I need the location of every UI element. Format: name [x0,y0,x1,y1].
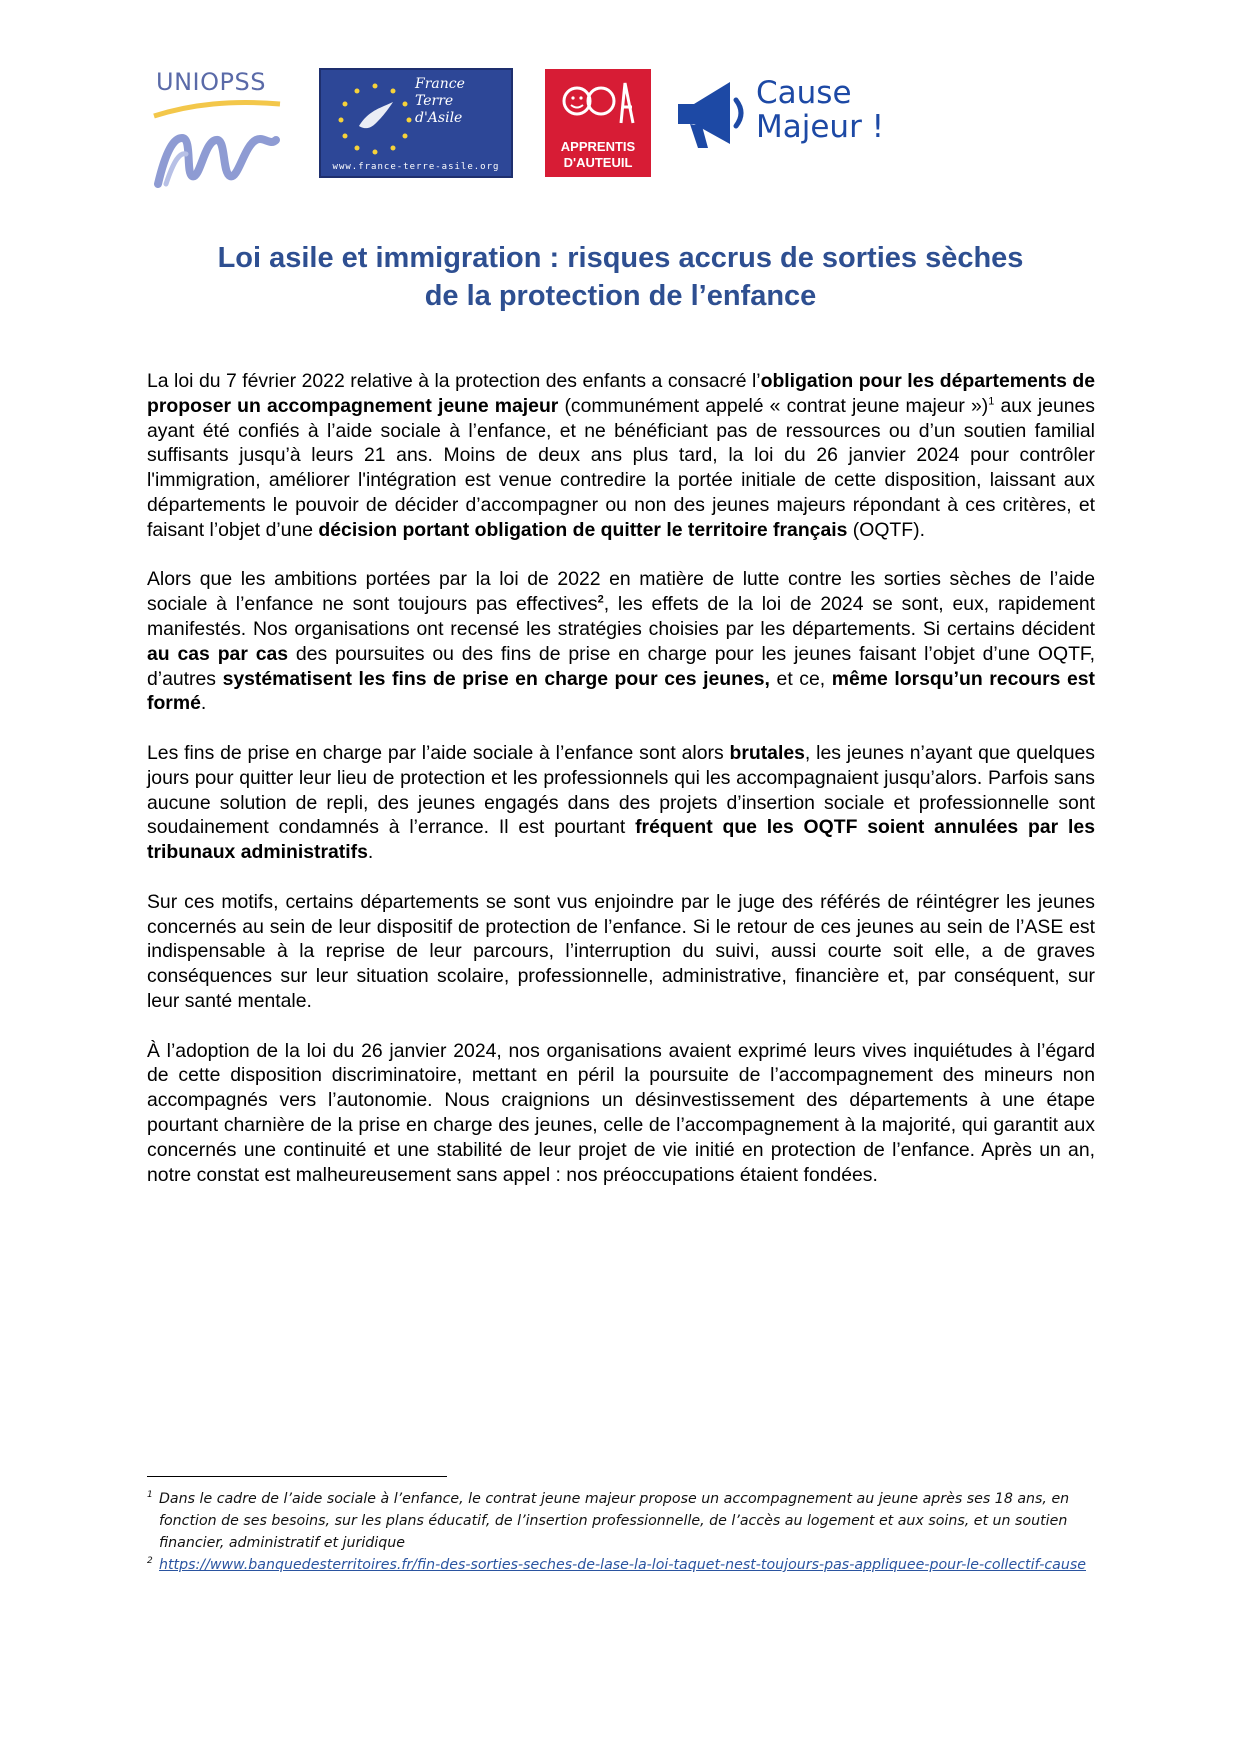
document-body [147,369,1095,1212]
footnote-2-link[interactable]: https://www.banquedesterritoires.fr/fin-des-sorties-seches-de-lase-la-loi-taquet-nest-toujours-pas-appliquee-pour-le-collectif-cause [159,1557,1086,1573]
p1-text-d: aux jeunes ayant été confiés à l’aide sociale à l’enfance, et ne bénéficiant pas de ressources ou d’un soutien familial suffisants jusqu’à leurs 21 ans. Moins de deux ans plus tard, la loi du 26 janvier 2024 pour contrôler l'immigration, améliorer l'intégration est venue contredire la portée initiale de cette disposition, laissant aux départements le pouvoir de décider d’accompagner ou non des jeunes majeurs répondant à ces critères, et faisant l’objet d’une [147,394,1095,541]
apprentis-auteuil-logo [545,69,651,177]
paragraph-4: Sur ces motifs, certains départements se sont vus enjoindre par le juge des référés de réintégrer les jeunes concernés au sein de leur dispositif de protection de l’enfance. Si le retour de ces jeunes au sein de l’ASE est indispensable à la reprise de leur parcours, l’interruption du suivi, aussi courte soit elle, a de graves conséquences sur leur situation scolaire, professionnelle, administrative, financière et, par conséquent, sur leur santé mentale. [147,890,1095,1012]
footnote-2 [147,1554,1095,1576]
footnote-2-number: 2 [147,1556,153,1566]
p1-bold-oqtf: décision portant obligation de quitter le territoire français [318,518,848,541]
eu-stars-dove-icon [335,80,415,156]
paragraph-5: À l’adoption de la loi du 26 janvier 2024, nos organisations avaient exprimé leurs vives inquiétudes à l’égard de cette disposition discriminatoire, mettant en péril la poursuite de l’accompagnement des mineurs non accompagnés vers l’autonomie. Nous craignions un désinvestissement des départements à une étape pourtant charnière de la prise en charge des jeunes, celle de l’accompagnement à la majorité, qui garantit aux concernés une continuité et une stabilité de leur projet de vie initié en protection de l’enfance. Après un an, notre constat est malheureusement sans appel : nos préoccupations étaient fondées. [147,1039,1095,1186]
footnote-1-number: 1 [147,1490,153,1500]
apprentis-faces-icon [559,75,637,129]
p2-bold-recours: même lorsqu’un recours est formé [147,667,1095,715]
paragraph-2 [147,567,1095,716]
p3-text-e: . [367,841,374,864]
apprentis-logo-line1: APPRENTIS [560,139,636,154]
p2-text-a: Alors que les ambitions portées par la loi de 2022 en matière de lutte contre les sorties sèches de l’aide sociale à l’enfance ne sont toujours pas effectives [147,568,1095,616]
uniopss-logo [152,62,292,192]
p1-text-f: (OQTF). [847,518,925,541]
fta-logo-name: France Terre d'Asile [415,76,465,126]
p2-text-f: et ce, [769,667,832,690]
p2-bold-cas-par-cas: au cas par cas [147,642,289,665]
p1-text-a: La loi du 7 février 2022 relative à la protection des enfants a consacré l’ [147,370,761,392]
france-terre-asile-logo [319,68,513,178]
cause-majeur-logo [672,66,917,176]
footnotes [147,1488,1095,1576]
cause-majeur-line2: Majeur ! [756,109,885,145]
document-title [130,239,1111,315]
footnote-ref-2[interactable]: 2 [597,593,604,606]
footnote-separator [147,1476,447,1477]
p2-text-h: . [200,692,207,715]
footnote-1 [147,1488,1095,1554]
apprentis-logo-name [545,139,651,171]
p1-bold-obligation: obligation pour les départements de proposer un accompagnement jeune majeur [147,370,1095,417]
p2-bold-systematisent: systématisent les fins de prise en charge pour ces jeunes, [222,667,770,690]
paragraph-3 [147,741,1095,865]
p3-bold-brutales: brutales [729,741,805,764]
cause-majeur-line1: Cause [756,75,852,111]
p3-text-c: , les jeunes n’ayant que quelques jours pour quitter leur lieu de protection et les professionnels qui les accompagnaient jusqu’alors. Parfois sans aucune solution de repli, des jeunes engagés dans des projets d’insertion sociale et professionnelle sont soudainement condamnés à l’errance. Il est pourtant [147,741,1095,839]
p2-text-b: , les effets de la loi de 2024 se sont, eux, rapidement manifestés. Nos organisations ont recensé les stratégies choisies par les départements. Si certains décident [147,593,1095,640]
title-line-2: de la protection de l’enfance [424,280,817,312]
cause-majeur-text [756,76,884,144]
paragraph-1 [147,369,1095,543]
megaphone-icon [672,74,752,158]
fta-logo-url: www.france-terre-asile.org [332,162,500,172]
footnote-ref-1[interactable]: 1 [988,395,995,408]
p2-text-d: des poursuites ou des fins de prise en charge pour les jeunes faisant l’objet d’une OQTF, d’autres [147,642,1095,690]
logo-bar [140,52,1120,192]
title-line-1: Loi asile et immigration : risques accrus de sorties sèches [217,242,1024,274]
p1-text-c: (communément appelé « contrat jeune majeur ») [558,394,989,417]
footnote-1-text: Dans le cadre de l’aide sociale à l’enfance, le contrat jeune majeur propose un accompagnement au jeune après ses 18 ans, en fonction de ses besoins, sur les plans éducatif, de l’insertion professionnelle, de l’accès au logement et aux soins, et un soutien financier, administratif et juridique [159,1491,1070,1551]
p3-text-a: Les fins de prise en charge par l’aide sociale à l’enfance sont alors [147,741,730,764]
uniopss-logo-text: UNIOPSS [156,68,266,96]
uniopss-waves-icon [152,98,282,188]
p3-bold-frequent: fréquent que les OQTF soient annulées par les tribunaux administratifs [147,816,1095,864]
apprentis-logo-line2: D'AUTEUIL [563,155,633,170]
